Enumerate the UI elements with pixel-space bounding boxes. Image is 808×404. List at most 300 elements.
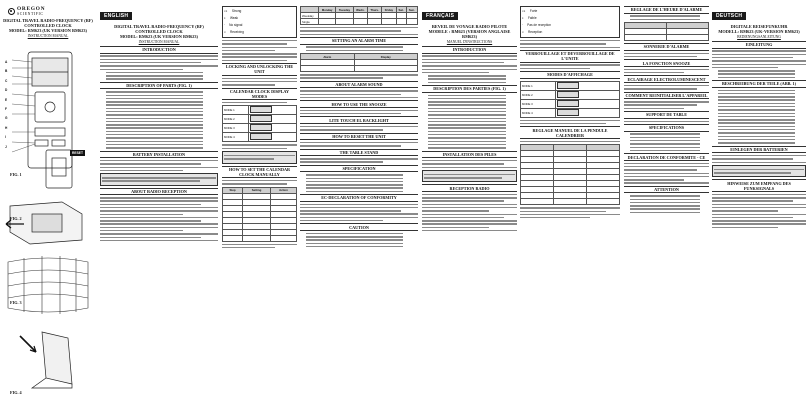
table-cell [249,124,297,133]
section-heading: BATTERY INSTALLATION [100,151,218,159]
text-line [520,211,606,212]
text-line [428,147,506,148]
text-line [300,74,418,75]
text-line [630,143,700,144]
language-tab-english: ENGLISH [100,12,132,20]
table-cell: MODE 4 [223,133,249,142]
text-line [520,64,620,65]
text-line [100,230,183,231]
text-line [718,106,795,107]
text-line [624,53,709,54]
table-cell [554,199,587,205]
text-line [300,210,401,211]
text-line [718,116,795,117]
text-line [300,113,401,114]
text-line [100,227,218,228]
text-line [520,120,620,121]
table-header: Sat. [396,7,406,13]
table-header: Display [354,54,417,60]
reception-label: Forte [529,9,538,13]
text-line [428,108,506,109]
alarm-table [300,53,418,72]
text-line [306,191,403,192]
section-heading: INTRODUCTION [422,46,517,54]
text-line [712,50,806,51]
text-line [422,197,517,198]
text-line [718,136,795,137]
text-line [106,114,203,115]
pin-label: B [5,69,8,74]
section-heading: HOW TO SET THE CALENDAR CLOCK MANUALLY [222,166,297,179]
text-line [422,59,517,60]
pin-label: H [5,125,8,130]
text-line [422,160,517,161]
text-line [222,183,287,184]
table-cell [354,66,417,72]
lcd-display-icon [557,91,579,98]
reception-label: Faible [527,16,537,20]
table-cell [667,35,709,41]
text-line [624,88,697,89]
table-cell: MODE 4 [521,108,556,117]
section-heading: EINLEITUNG [712,41,806,49]
text-line [624,121,709,122]
table-cell [556,81,620,90]
text-line [300,94,401,95]
text-line [300,220,383,221]
text-line [712,197,806,198]
french-subtitle: MANUEL D'INSTRUCTIONS [446,40,493,44]
text-line [222,78,297,79]
table-cell [556,90,620,99]
note-box [712,165,806,177]
text-line [428,127,506,128]
text-line [630,195,700,196]
fig-4-label: FIG. 4 [10,390,22,395]
reception-row [522,22,618,29]
table-cell: MODE 3 [223,124,249,133]
text-line [712,60,806,61]
text-line [428,82,506,83]
signal-strong-icon: ◖◗ [522,9,526,13]
text-line [428,134,506,135]
text-line [100,167,218,168]
text-line [106,104,203,105]
text-line [428,118,506,119]
brand-mark-icon [8,8,15,15]
text-line [100,170,183,171]
text-line [106,124,203,125]
display-modes-table [520,81,620,118]
text-line [718,99,795,100]
text-line [300,77,383,78]
table-row [521,81,620,90]
signal-receiving-icon: ◖ [522,30,524,34]
table-cell [556,108,620,117]
french-column-3 [624,4,709,402]
text-line [624,166,709,167]
text-line [422,72,489,73]
text-line [100,59,218,60]
text-line [422,214,517,215]
table-cell [396,19,406,25]
signal-weak-icon: ◗ [224,16,226,20]
text-line [300,204,418,205]
section-heading: DESCRIPTION OF PARTS (FIG. 1) [100,82,218,90]
table-header: Tuesday [336,7,354,13]
table-header: Action [270,187,296,193]
text-line [300,90,418,91]
text-line [624,179,684,180]
text-line [106,72,203,73]
text-line [422,194,517,195]
table-row [301,19,418,25]
text-line [222,102,287,103]
section-heading: ECLAIRAGE ELECTROLUMINESCENT [624,75,709,83]
text-line [106,144,203,145]
table-cell [301,66,355,72]
text-line [718,122,795,123]
text-line [630,147,700,148]
text-line [428,111,506,112]
section-heading: SONNERIE D'ALARME [624,43,709,51]
text-line [222,50,275,51]
table-header: Wedn. [353,7,367,13]
text-line [624,169,697,170]
text-line [718,129,795,130]
lcd-display-icon [250,124,272,131]
section-heading: RECEPTION RADIO [422,184,517,192]
reception-label: Weak [229,16,239,20]
text-line [428,144,506,145]
table-row [521,99,620,108]
text-line [718,93,795,94]
reception-row [522,15,618,22]
text-line [712,217,793,218]
text-line [300,207,418,208]
text-line [712,158,793,159]
text-line [712,200,793,201]
text-line [222,81,297,82]
text-line [630,205,700,206]
note-box [422,170,517,182]
cover-title-line: DIGITAL TRAVEL RADIO-FREQUENCY (RF) [3,18,93,23]
alarm-table [624,22,709,41]
text-line [300,142,418,143]
signal-none-icon: · [224,23,226,27]
text-line [222,247,275,248]
text-line [712,223,806,224]
text-line [712,155,806,156]
text-line [224,155,295,156]
text-line [712,64,806,65]
text-line [100,210,218,211]
text-line [100,65,218,66]
section-heading: EC-DECLARATION OF CONFORMITY [300,194,418,202]
table-header: Friday [382,7,396,13]
text-line [100,55,218,56]
text-line [424,174,515,175]
text-line [624,176,709,177]
text-line [100,214,183,215]
table-cell [625,35,667,41]
text-line [718,70,795,71]
table-header: Sun. [406,7,417,13]
text-line [306,236,403,237]
deutsch-title [712,24,806,34]
text-line [300,27,418,28]
lcd-display-icon [250,115,272,122]
fig-2-label: FIG. 2 [10,216,22,221]
lcd-display-icon [250,133,272,140]
text-line [712,67,778,68]
fig-1-label: FIG. 1 [10,172,22,177]
reception-label: No signal [229,23,243,27]
weekday-alarm-table [300,6,418,25]
text-line [718,113,795,114]
text-line [718,142,795,143]
text-line [712,214,806,215]
setting-steps-table [520,144,620,205]
table-row [625,35,709,41]
lcd-display-icon [557,109,579,116]
table-row [223,106,297,115]
table-header: Alarm [301,54,355,60]
text-line [306,233,403,234]
text-line [718,132,795,133]
table-cell [249,115,297,124]
text-line [100,197,218,198]
deutsch-subtitle: BEDIENUNGSANLEITUNG [737,35,781,39]
reception-row [522,8,618,15]
table-row [223,133,297,142]
text-line [306,181,403,182]
section-heading: INSTALLATION DES PILES [422,151,517,159]
title-line: MODELL: RM623 (UK-VERSION RM623) [718,29,800,34]
table-cell [556,99,620,108]
section-heading: REGLAGE MANUEL DE LA PENDULE CALENDRIER [520,126,620,139]
text-line [624,108,684,109]
text-line [106,141,203,142]
text-line [100,223,218,224]
text-line [712,162,806,163]
reception-label: Receiving [229,30,244,34]
text-line [624,56,697,57]
text-line [630,19,700,20]
table-cell: MODE 3 [521,99,556,108]
section-heading: LOCKING AND UNLOCKING THE UNIT [222,63,297,76]
text-line [222,56,297,57]
text-line [100,163,201,164]
pin-label: C [5,78,8,83]
table-cell [587,199,620,205]
section-heading: HOW TO USE THE SNOOZE [300,100,418,108]
section-heading: SPECIFICATIONS [624,124,709,132]
pin-label: A [5,60,8,64]
table-cell: MODE 1 [223,106,249,115]
table-row [301,66,418,72]
text-line [306,187,403,188]
text-line [222,43,287,44]
cover-title [2,18,94,33]
title-line: MODELE : RM623 (VERSION ANGLAISE RM623) [428,29,511,39]
setting-steps-table [222,187,297,242]
text-line [100,204,201,205]
text-line [300,161,383,162]
table-cell [223,235,243,241]
table-cell [406,19,417,25]
text-line [714,172,791,173]
text-line [428,131,506,132]
section-heading: ABOUT ALARM SOUND [300,81,418,89]
title-line: DIGITAL TRAVEL RADIO-FREQUENCY (RF) [114,24,204,29]
text-line [718,126,795,127]
section-heading: ABOUT RADIO RECEPTION [100,188,218,196]
pin-label: F [5,107,7,112]
text-line [306,178,403,179]
text-line [306,50,403,51]
text-line [300,110,418,111]
signal-weak-icon: ◗ [522,16,524,20]
table-cell: Weekday [301,13,319,19]
text-line [300,158,418,159]
fig-3-label: FIG. 3 [10,300,22,305]
text-line [306,184,403,185]
pin-label: J [5,144,7,149]
section-heading: MODES D'AFFICHAGE [520,71,620,79]
text-line [624,182,709,183]
text-line [222,60,287,61]
text-line [624,163,709,164]
text-line [428,75,506,76]
text-line [422,207,517,208]
note-box [100,173,218,185]
text-line [718,109,795,110]
french-column-2 [520,4,620,402]
text-line [422,200,504,201]
text-line [624,104,697,105]
text-line [100,160,218,161]
text-line [306,239,403,240]
pin-label-list [5,58,7,152]
text-line [300,217,418,218]
text-line [422,210,489,211]
text-line [102,177,216,178]
clock-pattern-illustration [2,252,94,318]
text-line [520,47,620,48]
text-line [712,220,806,221]
text-line [106,111,203,112]
text-line [422,217,504,218]
text-line [300,145,401,146]
text-line [712,227,778,228]
lcd-display-icon [557,82,579,89]
text-line [106,131,203,132]
text-line [712,204,806,205]
text-line [520,40,620,41]
pin-label: D [5,88,8,93]
english-title [100,24,218,39]
section-heading: DECLARATION DE CONFORMITE - CE [624,153,709,161]
title-line: CONTROLLED CLOCK [135,29,183,34]
table-cell [270,235,296,241]
text-line [630,137,700,138]
text-line [624,85,709,86]
text-line [630,208,700,209]
reception-label: Strong [231,9,242,13]
text-line [106,127,203,128]
text-line [630,140,700,141]
deutsch-column [712,4,806,402]
text-line [630,202,700,203]
section-heading: INTRODUCTION [100,46,218,54]
brand-logo [8,7,94,16]
text-line [106,134,203,135]
table-cell: MODE 2 [521,90,556,99]
text-line [106,91,203,92]
text-line [422,69,517,70]
pin-label: G [5,116,8,121]
table-row [223,115,297,124]
text-line [222,84,275,85]
section-heading: SUPPORT DE TABLE [624,111,709,119]
text-line [422,230,517,231]
text-line [718,90,795,91]
table-cell [367,19,381,25]
french-column [422,4,517,402]
section-heading: ATTENTION [624,186,709,194]
table-cell [249,106,297,115]
section-heading: DESCRIPTION DES PARTIES (FIG. 1) [422,85,517,93]
signal-receiving-icon: ◖ [224,30,226,34]
reception-row [224,15,295,22]
english-column [100,4,218,402]
table-row [223,124,297,133]
text-line [100,233,218,234]
cover-subtitle: INSTRUCTION MANUAL [27,34,69,38]
text-line [520,123,606,124]
text-line [306,243,403,244]
table-cell: MODE 1 [521,81,556,90]
text-line [106,95,203,96]
text-line [712,207,806,208]
text-line [520,207,620,208]
text-line [712,210,778,211]
text-line [306,46,403,47]
text-line [300,97,418,98]
reception-row [224,29,295,36]
title-line: REVEIL DE VOYAGE RADIO PILOTE [431,24,508,29]
figures-column [2,4,94,402]
brand-name: OREGON [17,6,46,12]
stand-illustration [2,326,94,392]
brand-sub: SCIENTIFIC [17,12,44,16]
text-line [428,141,506,142]
reception-legend [520,6,620,38]
text-line [224,158,274,159]
section-heading: SPECIFICATION [300,165,418,173]
table-row [521,90,620,99]
text-line [630,15,700,16]
text-line [300,34,418,35]
text-line [100,240,218,241]
pin-label: E [5,97,8,102]
text-line [222,144,297,145]
text-line [630,212,700,213]
text-line [718,103,795,104]
text-line [422,62,504,63]
text-line [106,78,203,79]
